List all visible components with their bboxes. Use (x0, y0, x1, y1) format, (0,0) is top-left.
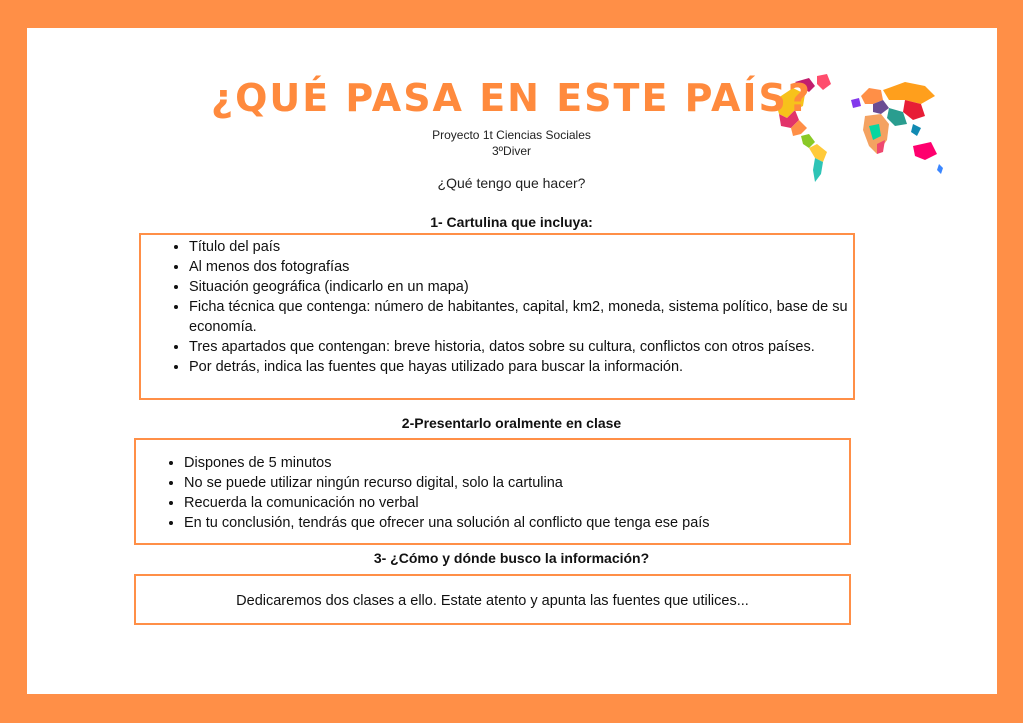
list-item: • Ficha técnica que contenga: número de habitantes, capital, km2, moneda, sistema político, base de su economía. (189, 297, 853, 337)
section1-heading: 1- Cartulina que incluya: (430, 214, 593, 230)
list-item: • No se puede utilizar ningún recurso digital, solo la cartulina (184, 473, 849, 493)
list-item: • Recuerda la comunicación no verbal (184, 493, 849, 513)
list-item: • Situación geográfica (indicarlo en un mapa) (189, 277, 853, 297)
section2-box (134, 438, 851, 545)
list-item: • En tu conclusión, tendrás que ofrecer una solución al conflicto que tenga ese país (184, 513, 849, 533)
section3-box (134, 574, 851, 625)
section1-list (141, 237, 853, 377)
section1-box (139, 233, 855, 400)
project-name: Proyecto 1t Ciencias Sociales (432, 128, 591, 142)
page-title: ¿QUÉ PASA EN ESTE PAÍS? (211, 76, 812, 120)
task-question: ¿Qué tengo que hacer? (437, 175, 586, 191)
list-item: • Título del país (189, 237, 853, 257)
list-item: • Tres apartados que contengan: breve historia, datos sobre su cultura, conflictos con otros países. (189, 337, 853, 357)
section2-heading: 2-Presentarlo oralmente en clase (401, 415, 622, 431)
class-group: 3ºDiver (491, 144, 532, 158)
section3-text: Dedicaremos dos clases a ello. Estate atento y apunta las fuentes que utilices... (236, 593, 749, 609)
section2-list (136, 453, 849, 533)
list-item: • Al menos dos fotografías (189, 257, 853, 277)
section3-heading: 3- ¿Cómo y dónde busco la información? (373, 550, 650, 566)
subtitle (0, 127, 1023, 159)
list-item: • Por detrás, indica las fuentes que hayas utilizado para buscar la información. (189, 357, 853, 377)
list-item: • Dispones de 5 minutos (184, 453, 849, 473)
